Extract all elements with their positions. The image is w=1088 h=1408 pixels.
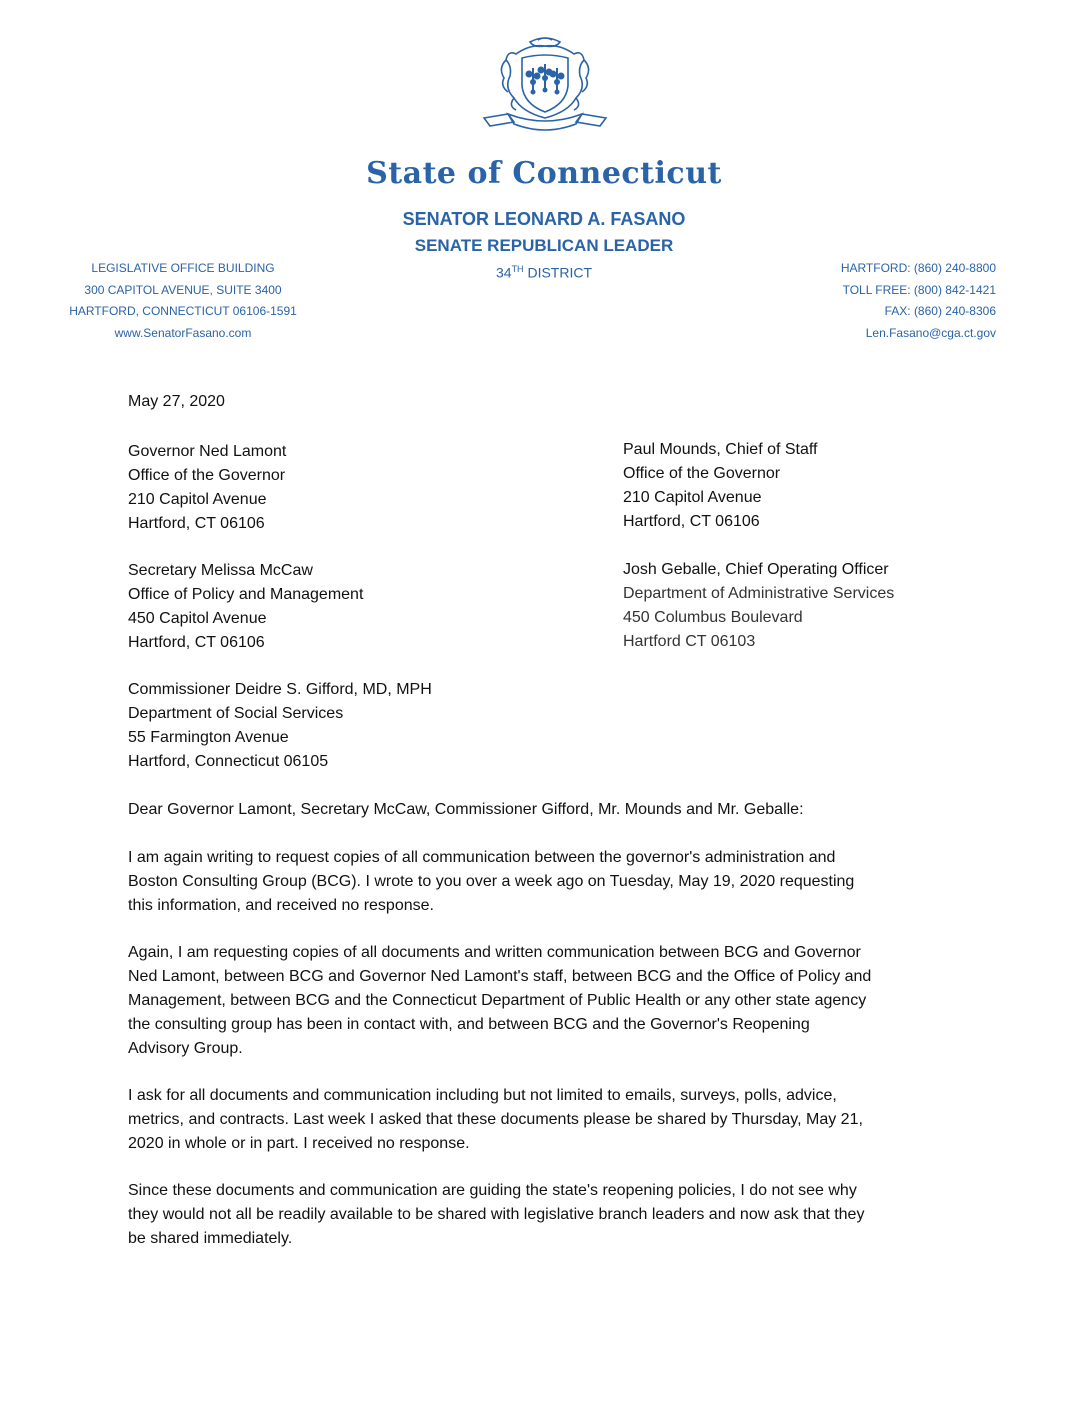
recipient-line: Office of the Governor [128, 467, 286, 484]
body-paragraph [128, 846, 968, 918]
recipient-line: Governor Ned Lamont [128, 443, 287, 460]
email-link[interactable]: Len.Fasano@cga.ct.gov [865, 325, 996, 340]
paragraph-line: Ned Lamont, between BCG and Governor Ned Lamont's staff, between BCG and the Office of Policy and [128, 968, 872, 985]
paragraph-line: Management, between BCG and the Connecticut Department of Public Health or any other state agency [128, 992, 867, 1009]
paragraph-line: Advisory Group. [128, 1040, 243, 1057]
recipient-line: Commissioner Deidre S. Gifford, MD, MPH [128, 681, 432, 698]
recipient-das [623, 558, 894, 654]
contact-info [800, 258, 996, 344]
recipient-line: 210 Capitol Avenue [623, 489, 762, 506]
paragraph-line: the consulting group has been in contact with, and between BCG and the Governor's Reopening [128, 1016, 810, 1033]
fax-number: FAX: (860) 240-8306 [884, 304, 996, 318]
senator-name: SENATOR LEONARD A. FASANO [402, 209, 686, 229]
recipient-line: Department of Administrative Services [623, 585, 895, 602]
address-line: LEGISLATIVE OFFICE BUILDING [91, 261, 275, 275]
salutation: Dear Governor Lamont, Secretary McCaw, Commissioner Gifford, Mr. Mounds and Mr. Geballe: [128, 801, 804, 818]
recipient-line: Paul Mounds, Chief of Staff [623, 441, 818, 458]
recipient-line: Hartford, CT 06106 [128, 515, 265, 532]
paragraph-line: be shared immediately. [128, 1230, 293, 1247]
phone-hartford: HARTFORD: (860) 240-8800 [840, 261, 996, 275]
phone-toll-free: TOLL FREE: (800) 842-1421 [842, 282, 996, 297]
recipient-line: Hartford, CT 06106 [623, 513, 760, 530]
body-paragraph [128, 1179, 968, 1251]
address-line: 300 CAPITOL AVENUE, SUITE 3400 [84, 282, 282, 297]
recipient-line: Secretary Melissa McCaw [128, 562, 313, 579]
paragraph-line: I am again writing to request copies of all communication between the governor's administration and [128, 849, 836, 866]
recipient-line: Office of the Governor [623, 465, 781, 482]
senator-title: SENATE REPUBLICAN LEADER [414, 236, 674, 255]
address-line: HARTFORD, CONNECTICUT 06106-1591 [69, 304, 297, 318]
recipient-line: 210 Capitol Avenue [128, 491, 267, 508]
state-title: State of Connecticut [366, 156, 722, 191]
recipient-line: Department of Social Services [128, 705, 344, 722]
paragraph-line: Again, I am requesting copies of all documents and written communication between BCG and Governor [128, 944, 861, 961]
recipient-line: Hartford, Connecticut 06105 [128, 753, 329, 770]
paragraph-line: this information, and received no response. [128, 897, 434, 914]
connecticut-seal-icon [478, 32, 612, 142]
recipient-line: 55 Farmington Avenue [128, 729, 289, 746]
paragraph-line: I ask for all documents and communication including but not limited to emails, surveys, polls, advice, [128, 1087, 837, 1104]
senate-district: 34TH DISTRICT [495, 264, 593, 281]
paragraph-line: 2020 in whole or in part. I received no response. [128, 1135, 470, 1152]
paragraph-line: Since these documents and communication are guiding the state's reopening policies, I do not see why [128, 1182, 857, 1199]
body-paragraph [128, 941, 968, 1061]
recipient-dss [128, 678, 432, 774]
office-address [60, 258, 306, 344]
paragraph-line: metrics, and contracts. Last week I asked that these documents please be shared by Thursday, May 21, [128, 1111, 863, 1128]
recipient-line: 450 Capitol Avenue [128, 610, 267, 627]
recipient-line: Hartford, CT 06106 [128, 634, 265, 651]
recipient-line: Hartford CT 06103 [623, 633, 756, 650]
paragraph-line: they would not all be readily available to be shared with legislative branch leaders and now ask that they [128, 1206, 865, 1223]
recipient-chief-of-staff [623, 438, 817, 534]
recipient-line: Josh Geballe, Chief Operating Officer [623, 561, 889, 578]
recipient-line: Office of Policy and Management [128, 586, 364, 603]
recipient-opm [128, 559, 363, 655]
recipient-line: 450 Columbus Boulevard [623, 609, 803, 626]
website-link[interactable]: www.SenatorFasano.com [114, 325, 252, 340]
paragraph-line: Boston Consulting Group (BCG). I wrote to you over a week ago on Tuesday, May 19, 2020 requesting [128, 873, 855, 890]
body-paragraph [128, 1084, 968, 1156]
letter-date: May 27, 2020 [128, 393, 225, 410]
recipient-governor [128, 440, 286, 536]
